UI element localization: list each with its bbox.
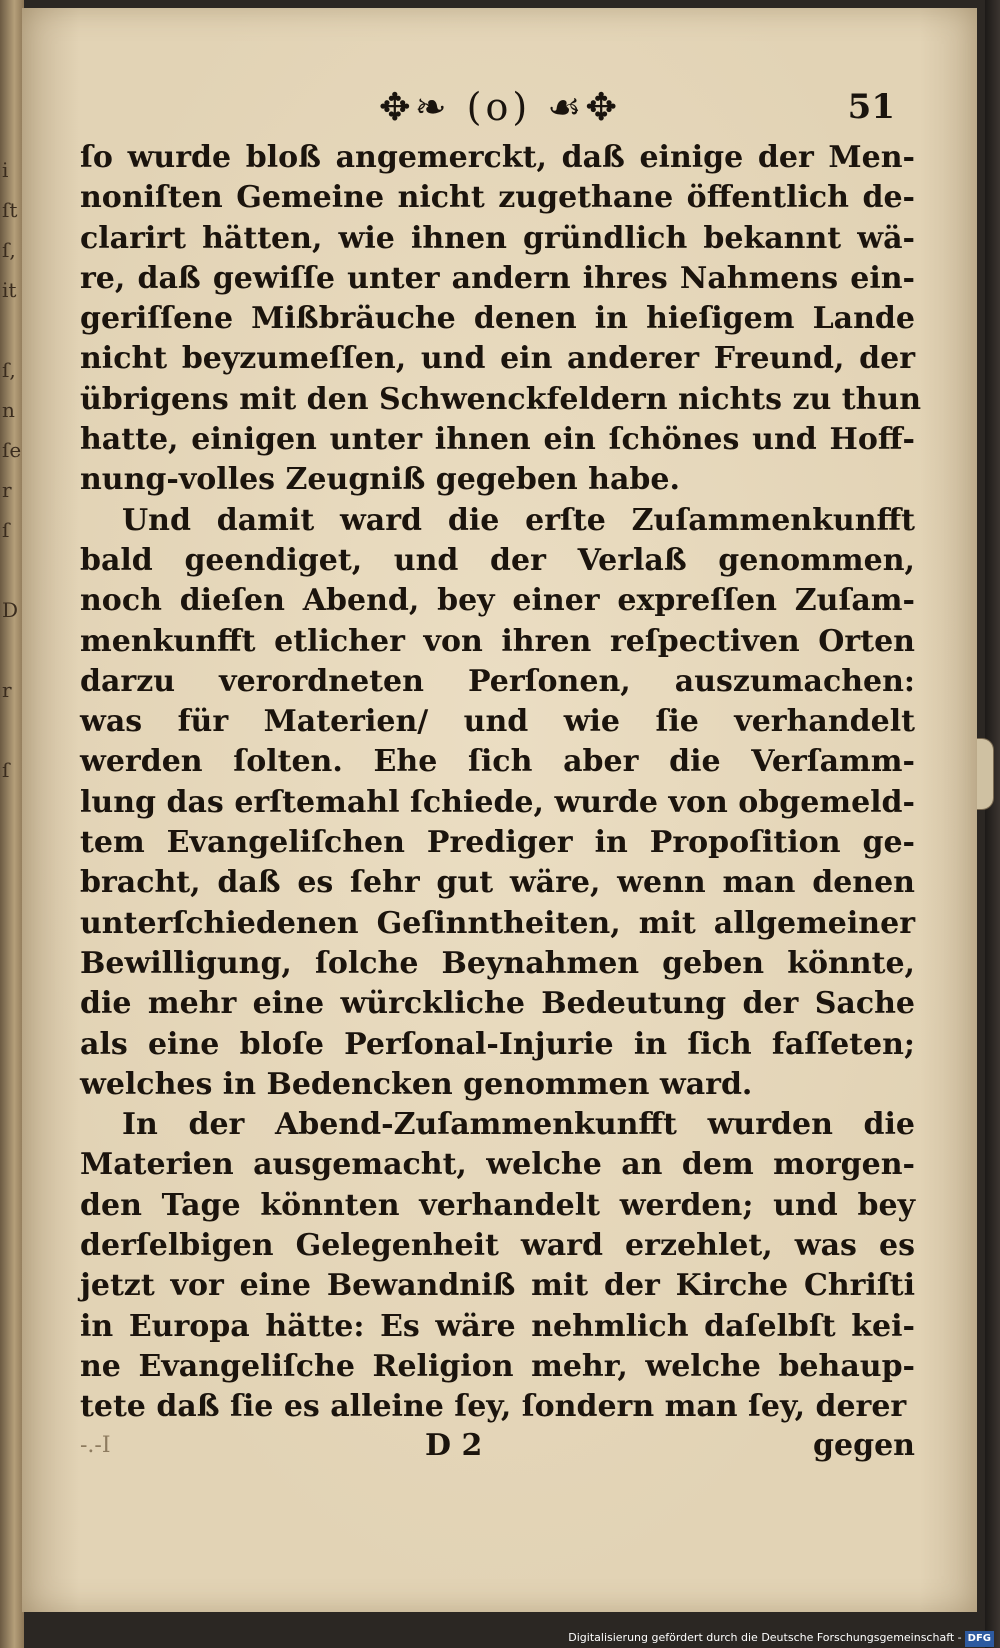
text-line: tete daß ſie es alleine ſey, ſondern man ſey, derer xyxy=(80,1389,907,1425)
page-number: 51 xyxy=(847,87,895,127)
text-line: tem Evangeliſchen Prediger in Propoſition ge- xyxy=(80,825,915,861)
text-line: re, daß gewiſſe unter andern ihres Nahmens ein- xyxy=(80,260,915,296)
prev-page-fragment: ſt xyxy=(2,198,18,222)
text-line: derſelbigen Gelegenheit ward erzehlet, was es xyxy=(80,1228,915,1264)
text-line: die mehr eine würckliche Bedeutung der Sache xyxy=(80,986,915,1022)
right-binding-edge xyxy=(985,0,1000,1648)
text-line: lung das erſtemahl ſchiede, wurde von obgemeld- xyxy=(80,784,915,820)
text-line: clarirt hätten, wie ihnen gründlich bekannt wä- xyxy=(80,220,915,256)
text-line: bald geendiget, und der Verlaß genommen, xyxy=(80,542,915,578)
text-line: Materien ausgemacht, welche an dem morgen- xyxy=(80,1147,915,1183)
prev-page-fragment: ſ, xyxy=(2,238,16,262)
previous-page-edge xyxy=(2,150,20,790)
header-ornament: ✥❧ (o) ☙✥ xyxy=(378,85,622,129)
body-text xyxy=(80,138,922,1428)
prev-page-fragment: it xyxy=(2,278,17,302)
text-line: ne Evangeliſche Religion mehr, welche behaup- xyxy=(80,1348,915,1384)
text-line: geriſſene Mißbräuche denen in hieſigem Lande xyxy=(80,301,915,337)
text-line: unterſchiedenen Geſinntheiten, mit allgemeiner xyxy=(80,905,915,941)
prev-page-fragment xyxy=(2,550,20,590)
prev-page-fragment xyxy=(2,710,20,750)
prev-page-fragment: n xyxy=(2,398,15,422)
credit-text: Digitalisierung gefördert durch die Deutsche Forschungsgemeinschaft - xyxy=(568,1631,962,1644)
dfg-logo: DFG xyxy=(965,1631,994,1647)
text-line: den Tage könnten verhandelt werden; und bey xyxy=(80,1187,915,1223)
text-line: In der Abend-Zuſammenkunfft wurden die xyxy=(122,1107,915,1143)
text-line: menkunfft etlicher von ihren reſpectiven Orten xyxy=(80,623,915,659)
prev-page-fragment: ſ xyxy=(2,518,10,542)
text-line: jetzt vor eine Bewandniß mit der Kirche Chriſti xyxy=(80,1268,915,1304)
digitization-credit xyxy=(568,1630,994,1646)
text-line: ſo wurde bloß angemerckt, daß einige der Men- xyxy=(80,140,915,175)
prev-page-fragment xyxy=(2,630,20,670)
page-footer xyxy=(80,1424,915,1468)
prev-page-fragment: ſ xyxy=(2,758,10,782)
signature-mark: D 2 xyxy=(425,1428,483,1463)
text-line: Bewilligung, ſolche Beynahmen geben könnte, xyxy=(80,945,915,981)
text-line: welches in Bedencken genommen ward. xyxy=(80,1066,753,1102)
prev-page-fragment: r xyxy=(2,678,12,702)
page-clip-tab xyxy=(975,738,994,810)
text-line: bracht, daß es ſehr gut wäre, wenn man denen xyxy=(80,865,915,901)
text-line: was für Materien/ und wie ſie verhandelt xyxy=(80,704,915,740)
text-line: als eine bloſe Perſonal-Injurie in ſich faſſeten; xyxy=(80,1026,915,1062)
text-line: noch dieſen Abend, bey einer expreſſen Zuſam- xyxy=(80,583,915,619)
prev-page-fragment: ſe xyxy=(2,438,22,462)
prev-page-fragment: ſ, xyxy=(2,358,16,382)
page-header xyxy=(55,82,915,132)
left-page-gutter xyxy=(0,0,24,1648)
text-line: nung-volles Zeugniß gegeben habe. xyxy=(80,462,680,498)
text-line: nicht beyzumeſſen, und ein anderer Freund, der xyxy=(80,341,915,377)
text-line: noniſten Gemeine nicht zugethane öffentlich de- xyxy=(80,180,915,216)
text-line: darzu verordneten Perſonen, auszumachen: xyxy=(80,663,915,699)
footer-stain-marks: -.-I xyxy=(80,1433,111,1458)
catchword: gegen xyxy=(813,1428,915,1463)
text-line: hatte, einigen unter ihnen ein ſchönes und Hoff- xyxy=(80,422,915,458)
text-line: übrigens mit den Schwenckfeldern nichts zu thun xyxy=(80,381,922,417)
prev-page-fragment: i xyxy=(2,158,9,182)
prev-page-fragment: D xyxy=(2,598,19,622)
prev-page-fragment: r xyxy=(2,478,12,502)
prev-page-fragment xyxy=(2,310,20,350)
text-line: werden ſolten. Ehe ſich aber die Verſamm- xyxy=(80,744,915,780)
text-line: Und damit ward die erſte Zuſammenkunfft xyxy=(122,502,915,538)
text-line: in Europa hätte: Es wäre nehmlich daſelbſt kei- xyxy=(80,1308,915,1344)
